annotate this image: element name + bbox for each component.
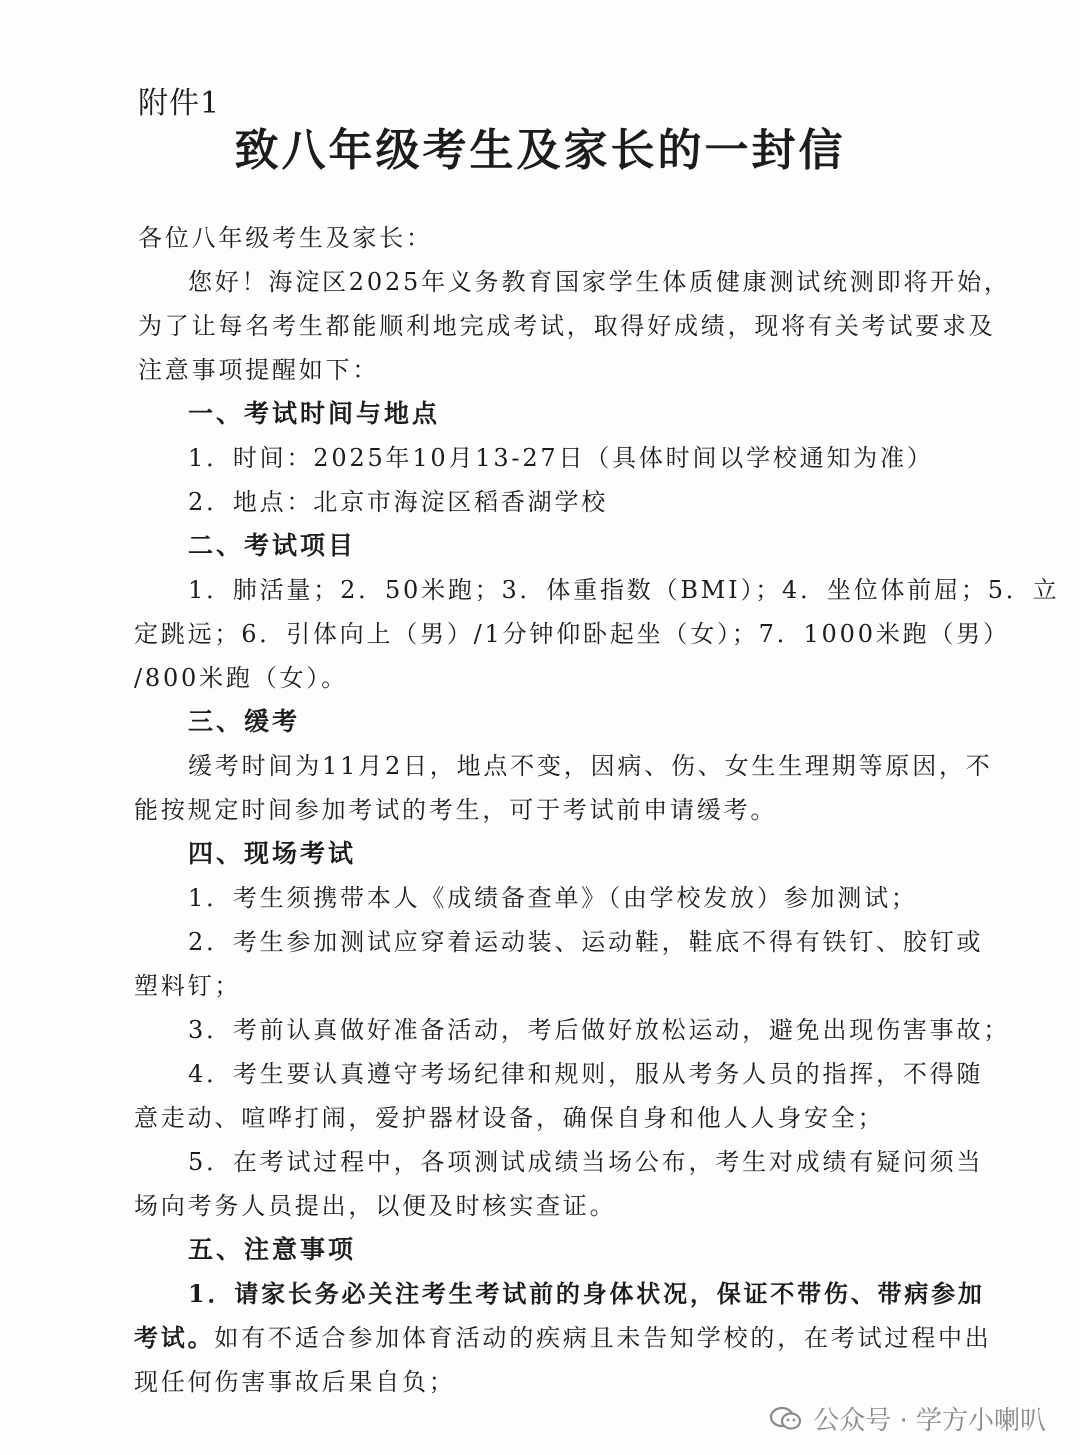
section-4-line-5: 4．考生要认真遵守考场纪律和规则，服从考务人员的指挥，不得随 — [188, 1060, 984, 1088]
intro-line-2: 为了让每名考生都能顺利地完成考试，取得好成绩，现将有关考试要求及 — [138, 312, 996, 340]
section-4-line-8: 场向考务人员提出，以便及时核实查证。 — [134, 1192, 617, 1220]
section-5-line-2 — [134, 1318, 992, 1353]
section-5-line-1: 1．请家长务必关注考生考试前的身体状况，保证不带伤、带病参加 — [188, 1279, 985, 1308]
section-2-line-1: 1．肺活量；2．50米跑；3．体重指数（BMI）；4．坐位体前屈；5．立 — [188, 576, 1060, 604]
page-title: 致八年级考生及家长的一封信 — [234, 125, 846, 176]
section-2-line-2: 定跳远；6．引体向上（男）/1分钟仰卧起坐（女）；7．1000米跑（男） — [134, 620, 1010, 648]
section-4-line-1: 1．考生须携带本人《成绩备查单》（由学校发放）参加测试； — [188, 884, 918, 912]
section-3-line-1: 缓考时间为11月2日，地点不变，因病、伤、女生生理期等原因，不 — [188, 752, 993, 780]
section-1-item-location: 2．地点：北京市海淀区稻香湖学校 — [188, 488, 609, 516]
intro-line-3: 注意事项提醒如下： — [138, 356, 380, 384]
section-3-heading: 三、缓考 — [188, 707, 301, 736]
section-2-heading: 二、考试项目 — [188, 531, 357, 560]
section-2-line-3: /800米跑（女）。 — [134, 664, 348, 692]
watermark — [769, 1400, 1046, 1437]
section-5-line-2-rest: 如有不适合参加体育活动的疾病且未告知学校的，在考试过程中出 — [214, 1324, 992, 1352]
section-4-line-4: 3．考前认真做好准备活动，考后做好放松运动，避免出现伤害事故； — [188, 1016, 1011, 1044]
attachment-label: 附件1 — [138, 86, 221, 121]
section-1-heading: 一、考试时间与地点 — [188, 399, 441, 428]
section-5-heading: 五、注意事项 — [188, 1235, 357, 1264]
greeting: 各位八年级考生及家长： — [138, 224, 433, 252]
section-5-line-3: 现任何伤害事故后果自负； — [134, 1368, 456, 1396]
section-4-heading: 四、现场考试 — [188, 839, 357, 868]
section-4-line-2: 2．考生参加测试应穿着运动装、运动鞋，鞋底不得有铁钉、胶钉或 — [188, 928, 984, 956]
section-4-line-6: 意走动、喧哗打闹，爱护器材设备，确保自身和他人人身安全； — [134, 1104, 885, 1132]
section-4-line-3: 塑料钉； — [134, 972, 242, 1000]
section-3-line-2: 能按规定时间参加考试的考生，可于考试前申请缓考。 — [134, 796, 778, 824]
intro-line-1: 您好！海淀区2025年义务教育国家学生体质健康测试统测即将开始， — [188, 268, 1011, 296]
section-4-line-7: 5．在考试过程中，各项测试成绩当场公布，考生对成绩有疑问须当 — [188, 1148, 984, 1176]
section-1-item-time: 1．时间：2025年10月13-27日（具体时间以学校通知为准） — [188, 444, 934, 472]
watermark-text: 公众号 · 学方小喇叭 — [813, 1406, 1046, 1436]
wechat-official-account-icon — [769, 1405, 803, 1433]
section-5-line-2-bold: 考试。 — [134, 1323, 215, 1352]
